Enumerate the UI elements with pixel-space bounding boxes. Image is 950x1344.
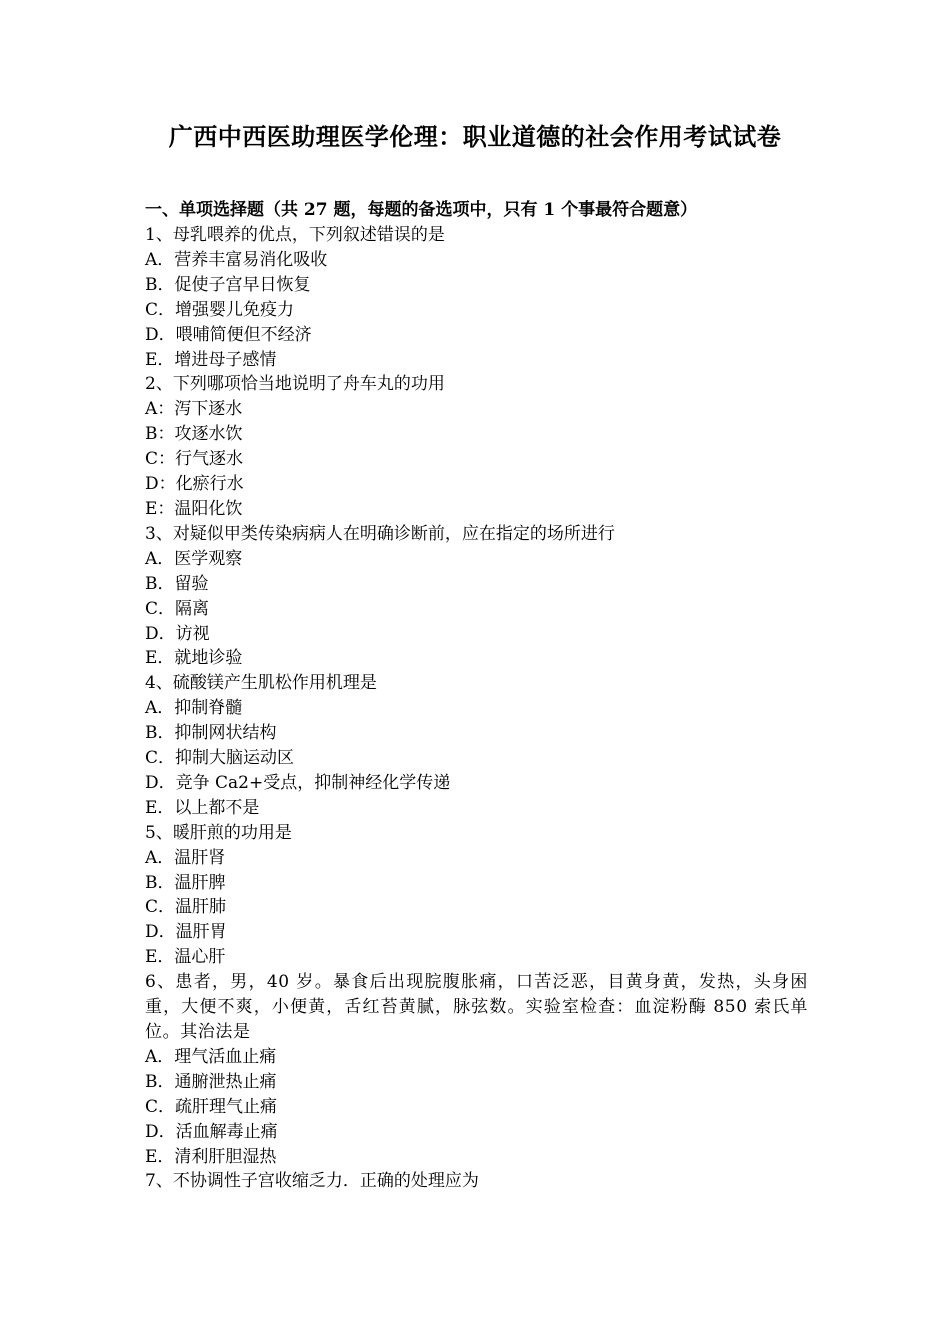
question-stem: 1、母乳喂养的优点，下列叙述错误的是 (145, 225, 445, 245)
answer-option: B．抑制网状结构 (145, 723, 277, 744)
answer-option: C．抑制大脑运动区 (145, 748, 295, 769)
document-title: 广西中西医助理医学伦理：职业道德的社会作用考试试卷 (168, 122, 782, 151)
answer-option: C：行气逐水 (145, 449, 244, 470)
answer-option: A．抑制脊髓 (145, 698, 243, 719)
answer-option: D．竞争 Ca2+受点，抑制神经化学传递 (145, 772, 451, 793)
section-heading: 一、单项选择题（共 27 题，每题的备选项中，只有 1 个事最符合题意） (145, 200, 698, 220)
answer-option: E．就地诊验 (145, 648, 243, 669)
question-stem: 6、患者，男，40 岁。暴食后出现脘腹胀痛，口苦泛恶，目黄身黄，发热，头身困重，大便不爽，小便黄，舌红苔黄腻，脉弦数。实验室检查：血淀粉酶 850 索氏单位。其治法是 (145, 972, 808, 1042)
answer-option: B：攻逐水饮 (145, 424, 243, 445)
question-stem: 5、暖肝煎的功用是 (145, 822, 292, 843)
answer-option: D．温肝胃 (145, 922, 227, 943)
answer-option: D：化瘀行水 (145, 474, 244, 495)
question-stem: 3、对疑似甲类传染病病人在明确诊断前，应在指定的场所进行 (145, 523, 615, 544)
answer-option: C．隔离 (145, 598, 210, 619)
answer-option: C．增强婴儿免疫力 (145, 299, 295, 320)
question-stem: 2、下列哪项恰当地说明了舟车丸的功用 (145, 374, 445, 395)
answer-option: B．留验 (145, 573, 209, 594)
question-stem: 7、不协调性子宫收缩乏力．正确的处理应为 (145, 1171, 479, 1192)
answer-option: E：温阳化饮 (145, 498, 243, 519)
answer-option: A．营养丰富易消化吸收 (145, 249, 328, 270)
answer-option: E．温心肝 (145, 947, 226, 968)
answer-option: C．疏肝理气止痛 (145, 1096, 278, 1117)
answer-option: D．喂哺简便但不经济 (145, 324, 312, 345)
answer-option: A：泻下逐水 (145, 399, 243, 420)
answer-option: D．访视 (145, 623, 210, 644)
answer-option: E．增进母子感情 (145, 349, 277, 370)
answer-option: D．活血解毒止痛 (145, 1121, 278, 1142)
question-stem: 4、硫酸镁产生肌松作用机理是 (145, 673, 377, 694)
answer-option: E．清利肝胆湿热 (145, 1146, 277, 1167)
answer-option: B．促使子宫早日恢复 (145, 274, 311, 295)
answer-option: C．温肝肺 (145, 897, 227, 918)
answer-option: B．通腑泄热止痛 (145, 1071, 277, 1092)
answer-option: A．理气活血止痛 (145, 1046, 277, 1067)
answer-option: A．医学观察 (145, 548, 243, 569)
answer-option: E．以上都不是 (145, 797, 260, 818)
answer-option: B．温肝脾 (145, 872, 226, 893)
document-body (145, 198, 808, 1194)
answer-option: A．温肝肾 (145, 847, 226, 868)
